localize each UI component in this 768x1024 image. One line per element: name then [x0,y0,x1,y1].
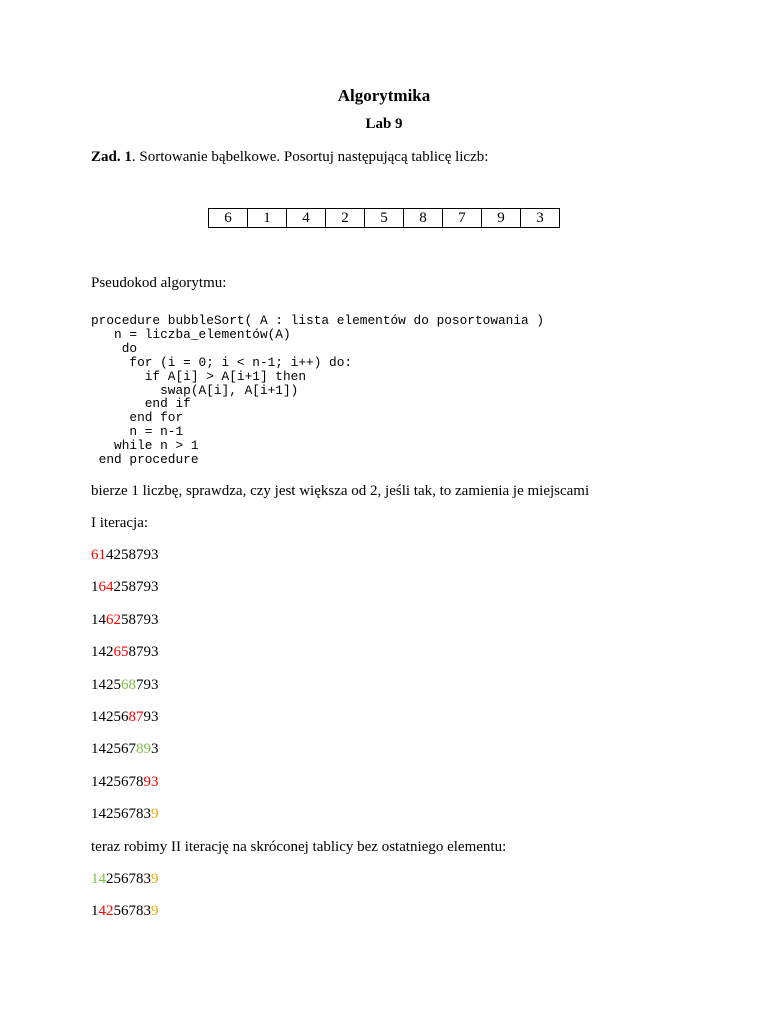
sequence-digits: 258793 [113,579,159,596]
page-subtitle: Lab 9 [365,116,403,132]
highlighted-pair: 9 [151,806,159,823]
highlighted-pair: 61 [91,547,106,563]
pseudocode-label: Pseudokod algorytmu: [91,275,227,291]
sequence-digits: 1 [91,903,99,920]
highlighted-pair: 62 [106,611,121,628]
sequence-digits: 142 [91,644,114,661]
array-cell: 2 [326,209,365,228]
array-cell: 6 [209,209,248,228]
array-cell: 9 [482,209,521,228]
sequence-step [91,773,159,791]
highlighted-pair: 64 [98,579,114,596]
iteration-2-label: teraz robimy II iterację na skróconej tablicy bez ostatniego elementu: [91,839,507,855]
algorithm-description: bierze 1 liczbę, sprawdza, czy jest większa od 2, jeśli tak, to zamienia je miejscami [91,483,590,499]
sequence-digits: 3 [151,741,159,758]
sequence-digits: 142567 [91,741,136,758]
highlighted-pair: 68 [121,676,136,693]
array-cell: 5 [365,209,404,228]
sequence-digits: 14256 [91,709,129,725]
sequence-digits: 1425678 [91,773,144,790]
pseudocode-block: procedure bubbleSort( A : lista elementów do posortowania ) n = liczba_elementów(A) do for (i = 0; i < n-1; i++) do: if A[i] > A[i+1] then swap(A[i], A[i+1]) end if end for n = n-1 while n > 1 end procedure [91,313,545,468]
sequence-step [91,643,159,661]
sequence-digits: 14 [91,611,106,628]
sequence-step [91,902,159,920]
array-cell: 4 [287,209,326,228]
sequence-step [91,870,159,888]
highlighted-pair: 93 [143,773,159,790]
sequence-step [91,805,159,823]
highlighted-pair: 65 [113,644,129,661]
array-cell: 1 [248,209,287,228]
highlighted-pair: 87 [128,709,144,725]
sequence-digits: 58793 [121,611,159,628]
sequence-step [91,546,159,564]
sequence-step [91,708,159,726]
sequence-digits: 93 [143,709,159,725]
sequence-digits: 56783 [113,903,151,920]
sequence-digits: 8793 [128,644,159,661]
highlighted-pair: 14 [91,871,106,887]
sequence-digits: 4258793 [106,547,159,563]
sequence-step [91,611,159,629]
array-cell: 3 [521,209,560,228]
highlighted-pair: 89 [136,741,151,758]
sequence-digits: 793 [136,676,159,693]
task-text: . Sortowanie bąbelkowe. Posortuj następującą tablicę liczb: [131,149,489,165]
array-row [209,209,560,228]
iteration-1-label: I iteracja: [91,515,149,531]
sequence-step [91,578,159,596]
sequence-step [91,740,159,758]
sequence-digits: 256783 [106,871,151,887]
task-statement [91,148,488,166]
sequence-digits: 14256783 [91,806,151,823]
page-title: Algorytmika [337,86,431,105]
highlighted-pair: 42 [98,903,114,920]
array-cell: 7 [443,209,482,228]
array-cell: 8 [404,209,443,228]
highlighted-pair: 9 [151,903,159,920]
sequence-digits: 1425 [91,676,121,693]
sequence-step [91,676,159,694]
sequence-digits: 1 [91,579,99,596]
highlighted-pair: 9 [151,871,159,887]
task-label: Zad. 1 [91,149,132,165]
number-array-table [208,208,560,228]
